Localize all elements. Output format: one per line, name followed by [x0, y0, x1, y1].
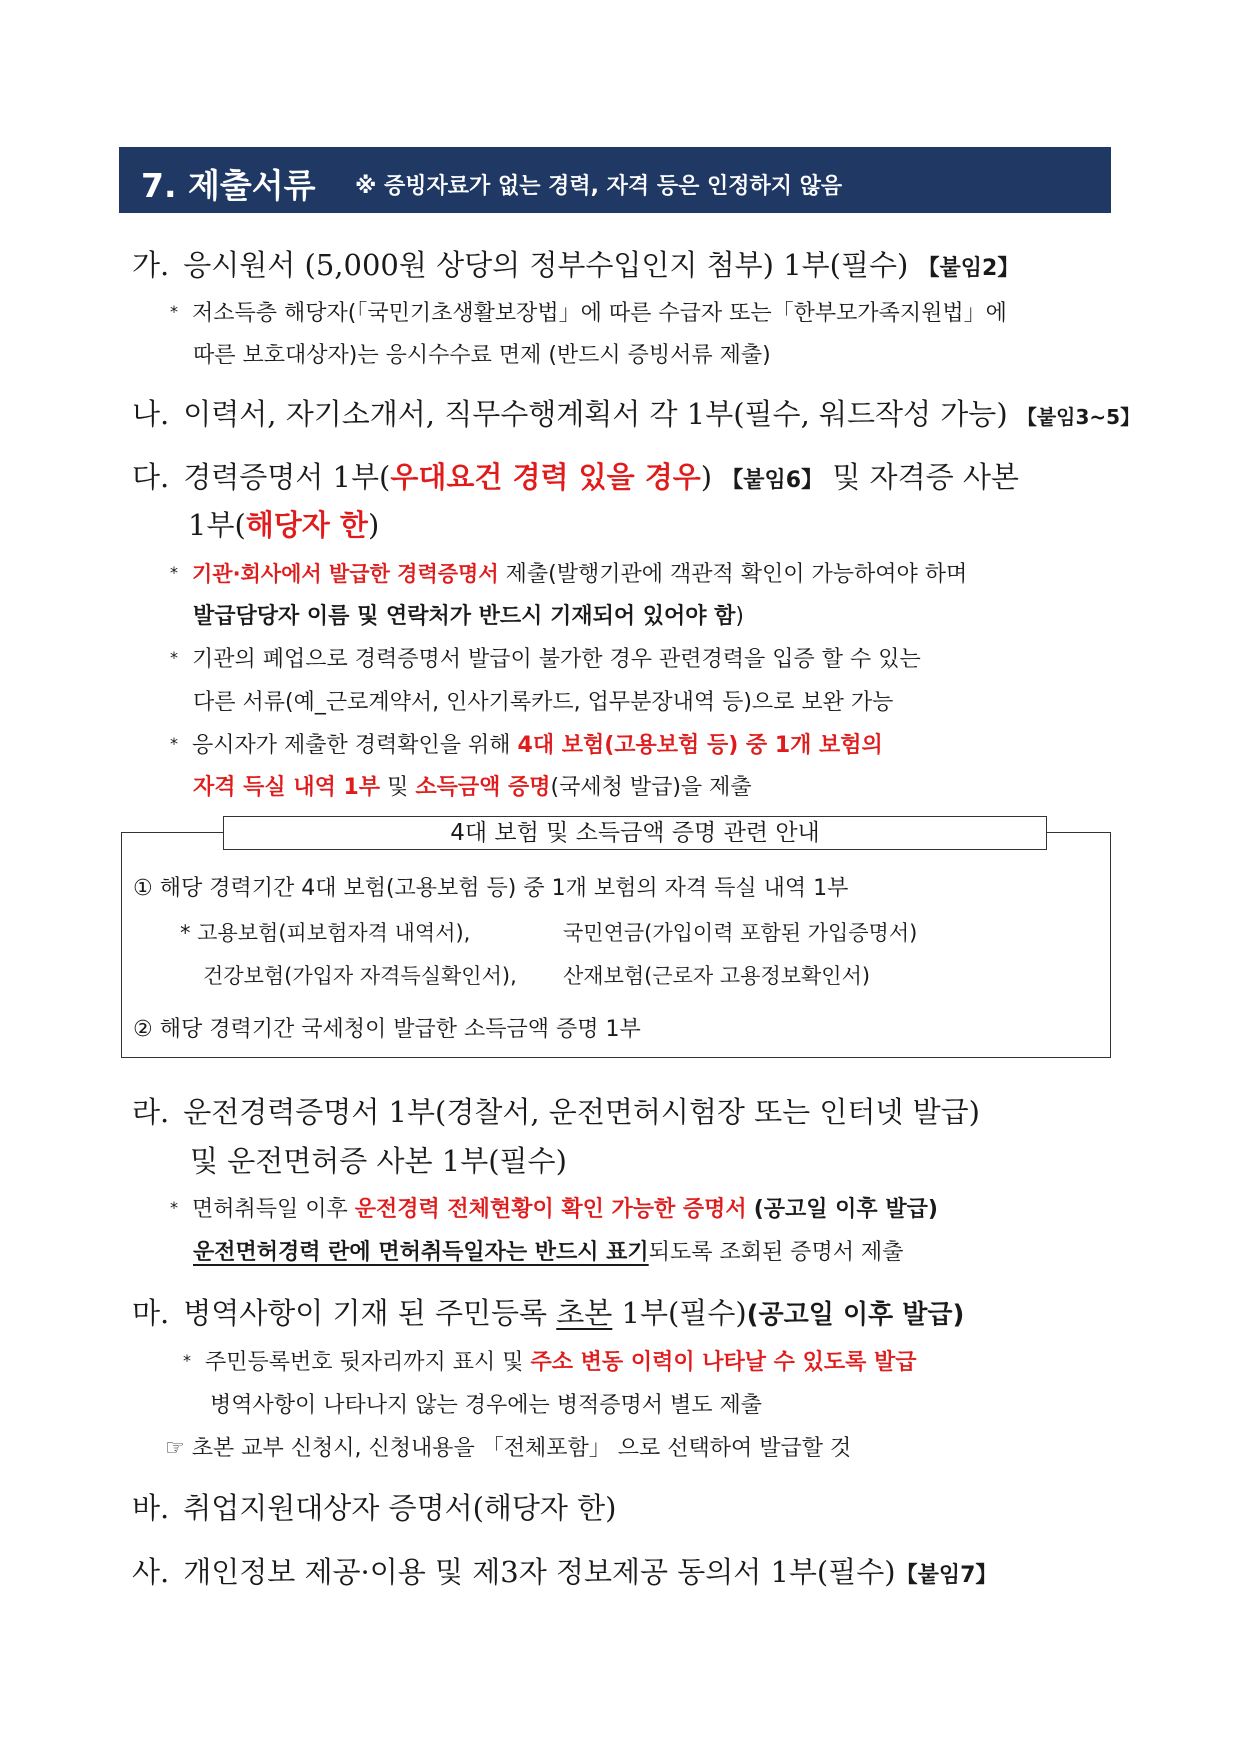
- item-da-line2-a: 1부(: [188, 508, 246, 542]
- section-title: 7. 제출서류: [141, 166, 316, 205]
- item-ma-text-b: 1부(필수): [621, 1296, 747, 1330]
- item-da-text-b: ): [700, 460, 713, 494]
- item-da-note1-a: 제출(발행기관에 객관적 확인이 가능하여야 하며: [505, 562, 968, 587]
- item-sa-text: 개인정보 제공·이용 및 제3자 정보제공 동의서 1부(필수): [183, 1555, 896, 1589]
- item-ra-label: 라.: [132, 1095, 170, 1129]
- info-box-sub-2b: 산재보험(근로자 고용정보확인서): [563, 964, 871, 988]
- asterisk-icon: *: [170, 1198, 178, 1217]
- item-ma-note-a: 주민등록번호 뒷자리까지 표시 및: [205, 1350, 524, 1375]
- item-sa-ref: 【붙임7】: [895, 1563, 998, 1588]
- item-na-label: 나.: [132, 397, 170, 431]
- item-da-note3-red1: 4대 보험(고용보험 등) 중 1개 보험의: [517, 733, 883, 758]
- item-da-ref: 【붙임6】: [721, 468, 824, 493]
- item-ga: [132, 243, 1019, 284]
- item-da-note3-red2: 자격 득실 내역 1부: [193, 775, 381, 800]
- item-ma-text-a: 병역사항이 기재 된 주민등록: [183, 1296, 548, 1330]
- item-da-note3-c: (국세청 발급)을 제출: [550, 775, 752, 800]
- item-ma-tip: ☞ 초본 교부 신청시, 신청내용을 「전체포함」 으로 선택하여 발급할 것: [165, 1436, 852, 1461]
- item-da-label: 다.: [132, 460, 170, 494]
- item-ba-label: 바.: [132, 1491, 170, 1525]
- item-da-note-3: [170, 728, 883, 759]
- section-header-bar: [119, 147, 1111, 213]
- item-ra-note2-underlined: 운전면허경력 란에 면허취득일자는 반드시 표기: [193, 1240, 649, 1265]
- item-ga-note-1: [170, 296, 1007, 327]
- info-box-sub-1b: 국민연금(가입이력 포함된 가입증명서): [563, 921, 918, 945]
- item-ba: [132, 1486, 617, 1527]
- item-ra-note-red: 운전경력 전체현황이 확인 가능한 증명서: [354, 1197, 747, 1222]
- item-ma-text-underlined: 초본: [556, 1296, 613, 1330]
- item-da-note-1b: [193, 599, 744, 630]
- item-na-text: 이력서, 자기소개서, 직무수행계획서 각 1부(필수, 워드작성 가능): [183, 397, 1008, 431]
- item-da-note-2: [170, 642, 921, 673]
- insurance-info-box-title: 4대 보험 및 소득금액 증명 관련 안내: [223, 816, 1047, 850]
- item-da-note-3b: [193, 770, 752, 801]
- item-ma: [132, 1291, 964, 1332]
- item-ga-note-2: 따른 보호대상자)는 응시수수료 면제 (반드시 증빙서류 제출): [193, 343, 771, 368]
- item-da-note1-red: 기관·회사에서 발급한 경력증명서: [192, 562, 499, 586]
- item-ma-note-2: 병역사항이 나타나지 않는 경우에는 병적증명서 별도 제출: [210, 1393, 763, 1418]
- item-ga-label: 가.: [132, 248, 170, 282]
- item-ma-label: 마.: [132, 1296, 170, 1330]
- item-da-line-2: [188, 503, 379, 544]
- item-da-note3-a: 응시자가 제출한 경력확인을 위해: [192, 733, 511, 758]
- asterisk-icon: *: [170, 648, 178, 667]
- item-ra-note-a: 면허취득일 이후: [192, 1197, 348, 1222]
- item-da-text-a: 경력증명서 1부(: [183, 460, 391, 494]
- info-box-sub-2a: 건강보험(가입자 자격득실확인서),: [203, 964, 517, 988]
- asterisk-icon: *: [170, 734, 178, 753]
- item-ra-note-1: [170, 1192, 938, 1223]
- item-ra-note-bold: (공고일 이후 발급): [753, 1197, 938, 1222]
- item-ra-line-2: 및 운전면허증 사본 1부(필수): [190, 1144, 567, 1178]
- item-na-ref: 【붙임3~5】: [1016, 405, 1141, 429]
- section-note: ※ 증빙자료가 없는 경력, 자격 등은 인정하지 않음: [355, 174, 843, 199]
- item-ra-note-2: [193, 1235, 903, 1266]
- asterisk-icon: *: [183, 1351, 191, 1370]
- item-sa-label: 사.: [132, 1555, 170, 1589]
- asterisk-icon: *: [170, 302, 178, 321]
- info-box-line-2: ② 해당 경력기간 국세청이 발급한 소득금액 증명 1부: [133, 1017, 641, 1042]
- item-ga-note-1-text: 저소득층 해당자(「국민기초생활보장법」에 따른 수급자 또는「한부모가족지원법」에: [192, 301, 1007, 326]
- item-ga-ref: 【붙임2】: [917, 256, 1020, 281]
- item-da-red-1: 우대요건 경력 있을 경우: [390, 460, 701, 494]
- item-ma-text-bold: (공고일 이후 발급): [746, 1300, 965, 1330]
- item-ra-note2-b: 되도록 조회된 증명서 제출: [648, 1240, 904, 1265]
- item-da-note1-bold: 발급담당자 이름 및 연락처가 반드시 기재되어 있어야 함: [193, 604, 736, 629]
- item-ma-note-1: [183, 1345, 917, 1376]
- item-da-note1-b: ): [735, 604, 745, 629]
- item-da: [132, 455, 1019, 496]
- item-ba-text: 취업지원대상자 증명서(해당자 한): [183, 1491, 617, 1525]
- item-da-line2-red: 해당자 한: [245, 508, 368, 542]
- item-da-note2-line1: 기관의 폐업으로 경력증명서 발급이 불가한 경우 관련경력을 입증 할 수 있는: [192, 647, 921, 672]
- item-da-note3-b: 및: [387, 775, 409, 800]
- asterisk-icon: *: [170, 563, 178, 582]
- item-da-note-2b: 다른 서류(예_근로계약서, 인사기록카드, 업무분장내역 등)으로 보완 가능: [193, 690, 894, 715]
- item-ra: [132, 1090, 980, 1131]
- info-box-sub-1a: * 고용보험(피보험자격 내역서),: [180, 921, 471, 945]
- item-na: [132, 392, 1140, 433]
- item-ra-line1: 운전경력증명서 1부(경찰서, 운전면허시험장 또는 인터넷 발급): [183, 1095, 980, 1129]
- item-da-note-1: [170, 557, 967, 588]
- item-da-line2-b: ): [367, 508, 380, 542]
- item-ga-text: 응시원서 (5,000원 상당의 정부수입인지 첨부) 1부(필수): [183, 248, 909, 282]
- info-box-line-1: ① 해당 경력기간 4대 보험(고용보험 등) 중 1개 보험의 자격 득실 내역 1부: [133, 876, 849, 901]
- item-da-text-c: 및 자격증 사본: [832, 460, 1019, 494]
- item-sa: [132, 1550, 997, 1591]
- item-da-note3-red3: 소득금액 증명: [415, 775, 551, 800]
- item-ma-note-red: 주소 변동 이력이 나타날 수 있도록 발급: [530, 1350, 917, 1375]
